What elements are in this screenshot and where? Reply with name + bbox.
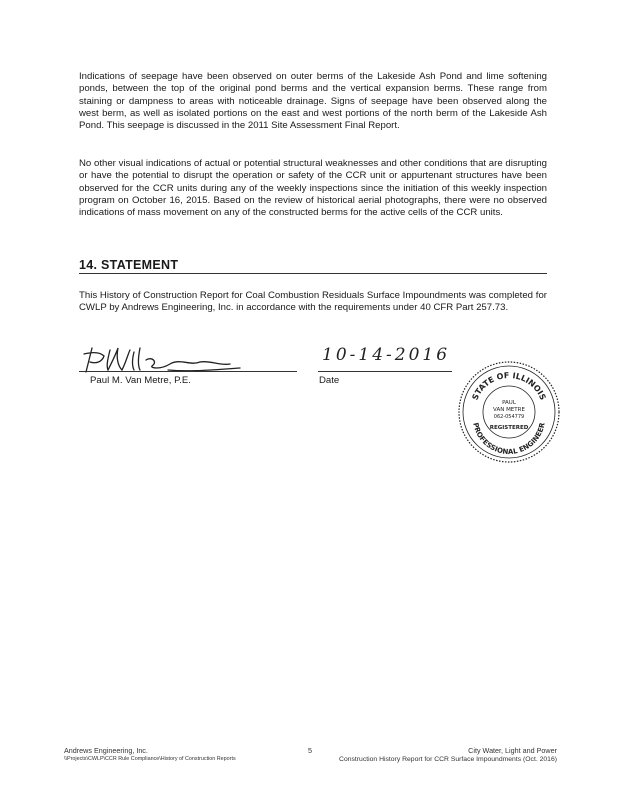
handwritten-signature: [80, 340, 250, 374]
seal-line1: PAUL: [502, 400, 516, 406]
seal-bottom-text: PROFESSIONAL ENGINEER: [471, 421, 547, 457]
date-label: Date: [319, 375, 340, 386]
statement-heading: 14. STATEMENT: [79, 258, 547, 274]
seal-line2: VAN METRE: [493, 407, 525, 413]
signer-name: Paul M. Van Metre, P.E.: [90, 375, 191, 386]
date-line: [318, 371, 452, 372]
seal-line3: 062-054779: [493, 414, 525, 420]
signature-line: [79, 371, 297, 372]
footer-client: City Water, Light and Power: [468, 746, 557, 755]
footer-file-path: \\Projects\CWLP\CCR Rule Compliance\History of Construction Reports: [64, 756, 236, 762]
footer-company: Andrews Engineering, Inc.: [64, 746, 148, 755]
footer-page-number: 5: [308, 746, 312, 755]
professional-engineer-seal: [455, 358, 563, 466]
footer-report-title: Construction History Report for CCR Surface Impoundments (Oct. 2016): [339, 756, 557, 763]
seal-state-text: STATE OF ILLINOIS: [470, 370, 548, 402]
seepage-paragraph: Indications of seepage have been observed on outer berms of the Lakeside Ash Pond and lime softening ponds, between the top of the original pond berms and the vertical expansion berms. These range from staining or dampness to areas with noticeable drainage. Signs of seepage have been observed along the west berm, as well as isolated portions on the east and west portions of the north berm of the Lakeside Ash Pond. This seepage is discussed in the 2011 Site Assessment Final Report.: [79, 71, 547, 132]
statement-paragraph: This History of Construction Report for Coal Combustion Residuals Surface Impoundments was completed for CWLP by Andrews Engineering, Inc. in accordance with the requirements under 40 CFR Part 257.73.: [79, 290, 547, 314]
seal-registered: REGISTERED: [489, 425, 529, 431]
handwritten-date: 10-14-2016: [322, 345, 451, 365]
inspection-paragraph: No other visual indications of actual or potential structural weaknesses and other conditions that are disrupting or have the potential to disrupt the operation or safety of the CCR unit or appurtenant structures have been observed for the CCR units during any of the weekly inspections since the initiation of this weekly inspection program on October 16, 2015. Based on the review of historical aerial photographs, there were no observed indications of mass movement on any of the constructed berms for the active cells of the CCR units.: [79, 158, 547, 219]
